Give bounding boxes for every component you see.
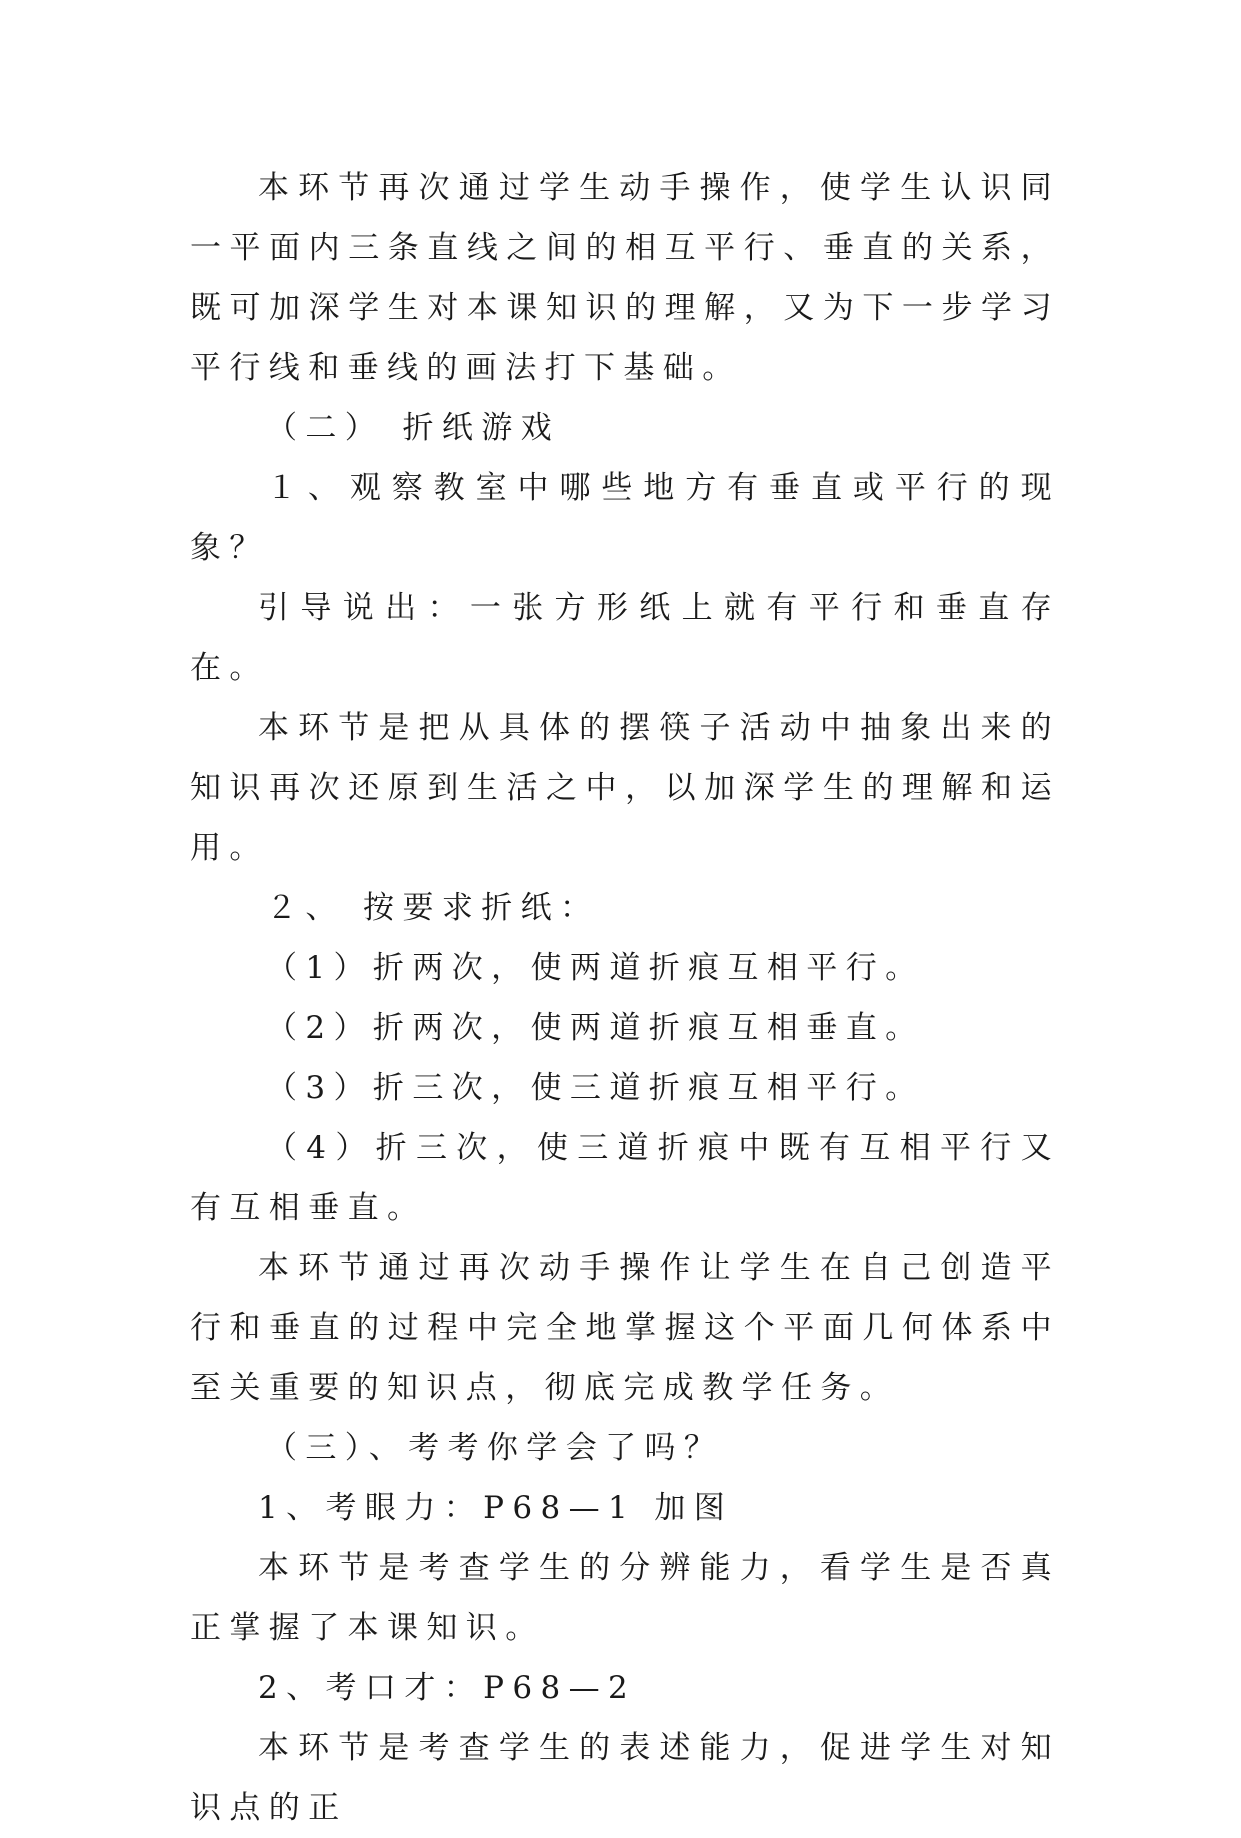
paragraph-summary-life: 本环节是把从具体的摆筷子活动中抽象出来的知识再次还原到生活之中，以加深学生的理解和运用。 — [190, 710, 1060, 866]
section-heading-quiz: （三）、考考你学会了吗？ — [266, 1430, 724, 1466]
paragraph-summary-activity: 本环节再次通过学生动手操作，使学生认识同一平面内三条直线之间的相互平行、垂直的关系，既可加深学生对本课知识的理解，又为下一步学习平行线和垂线的画法打下基础。 — [190, 170, 1060, 386]
fold-task-2: （2）折两次，使两道折痕互相垂直。 — [266, 1010, 925, 1046]
question-observe-classroom: １、观察教室中哪些地方有垂直或平行的现象？ — [190, 470, 1060, 566]
paragraph-summary-discern: 本环节是考查学生的分辨能力，看学生是否真正掌握了本课知识。 — [190, 1550, 1060, 1646]
paragraph-summary-expression: 本环节是考查学生的表述能力，促进学生对知识点的正 — [190, 1730, 1060, 1826]
section-heading-paper-folding: （二） 折纸游戏 — [266, 410, 561, 446]
instruction-fold-paper: ２、 按要求折纸： — [266, 890, 600, 926]
paragraph-guide-answer: 引导说出：一张方形纸上就有平行和垂直存在。 — [190, 590, 1060, 686]
fold-task-3: （3）折三次，使三道折痕互相平行。 — [266, 1070, 925, 1106]
document-body — [190, 158, 1060, 1838]
paragraph-summary-creation: 本环节通过再次动手操作让学生在自己创造平行和垂直的过程中完全地掌握这个平面几何体系中至关重要的知识点，彻底完成教学任务。 — [190, 1250, 1060, 1406]
quiz-item-eyesight: 1、考眼力：P68—1 加图 — [258, 1490, 734, 1526]
fold-task-4: （4）折三次，使三道折痕中既有互相平行又有互相垂直。 — [190, 1130, 1060, 1226]
quiz-item-speaking: 2、考口才：P68—2 — [258, 1670, 637, 1706]
fold-task-1: （1）折两次，使两道折痕互相平行。 — [266, 950, 925, 986]
